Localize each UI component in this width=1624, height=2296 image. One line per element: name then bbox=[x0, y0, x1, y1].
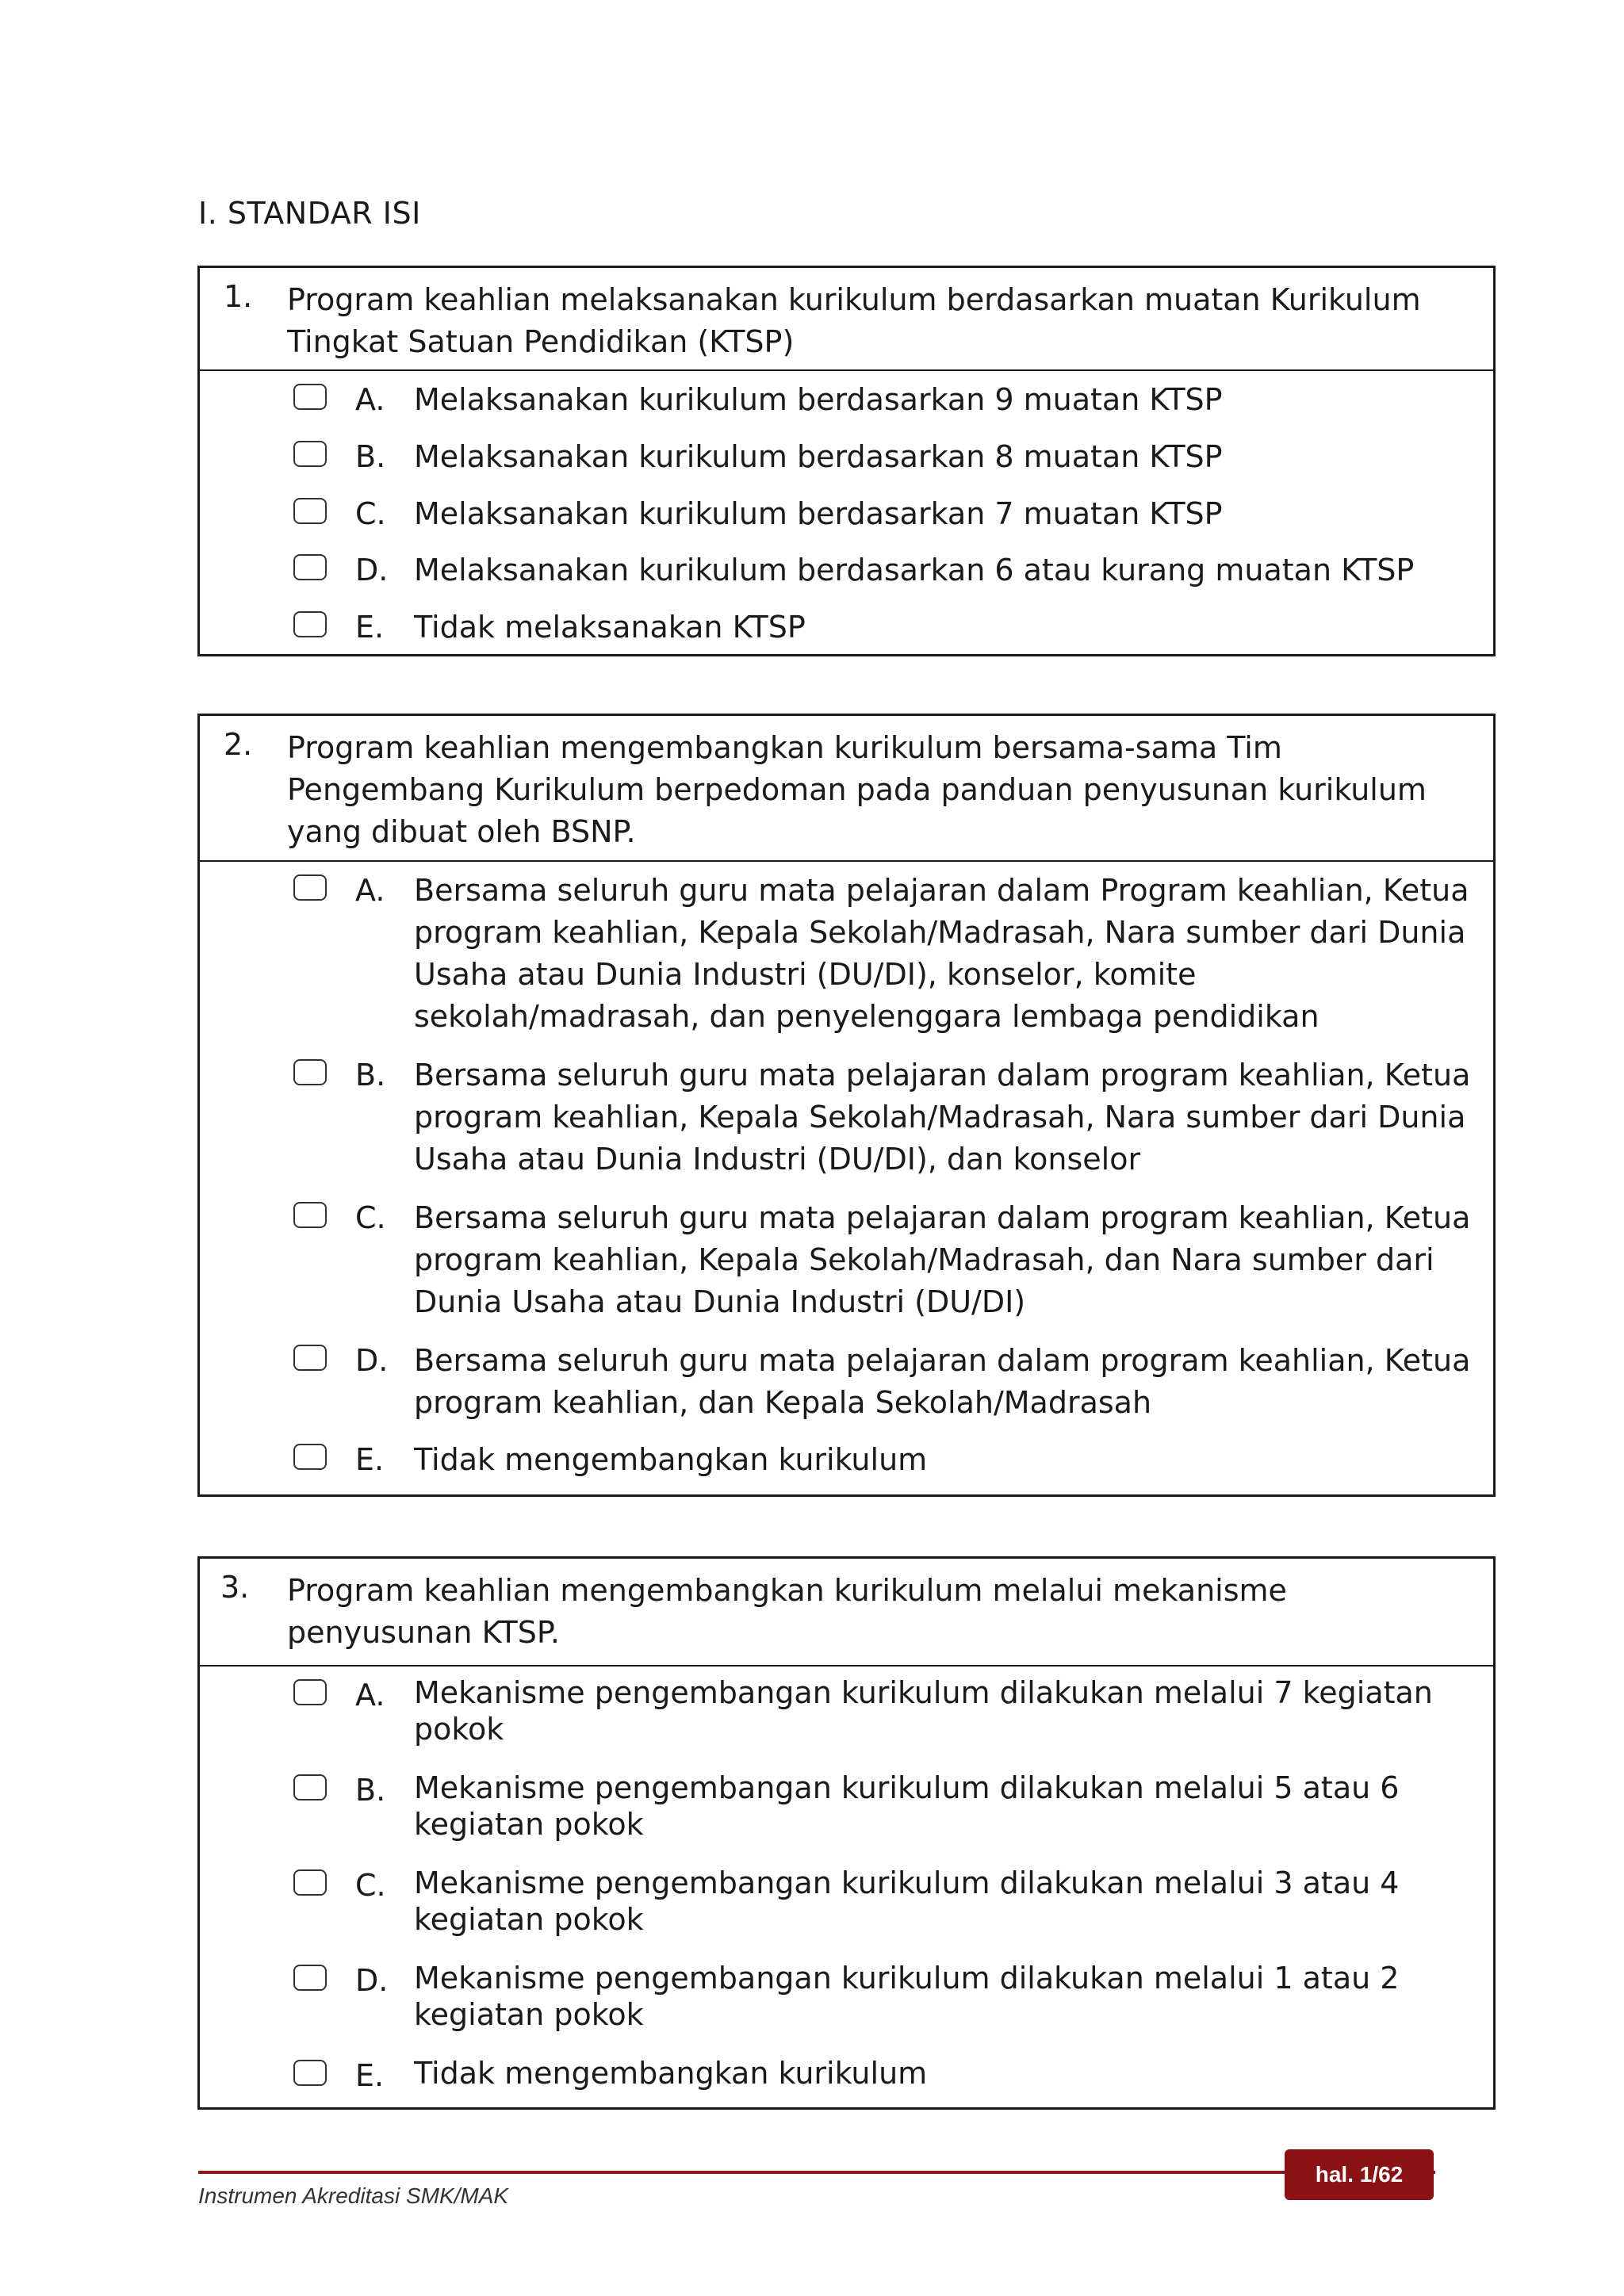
question-header bbox=[200, 716, 1493, 862]
option-text: Mekanisme pengembangan kurikulum dilakukan melalui 5 atau 6 kegiatan pokok bbox=[414, 1770, 1400, 1842]
checkbox[interactable] bbox=[293, 1059, 327, 1085]
checkbox[interactable] bbox=[293, 1869, 327, 1896]
checkbox[interactable] bbox=[293, 1202, 327, 1228]
footer-document-name: Instrumen Akreditasi SMK/MAK bbox=[198, 2183, 509, 2208]
option-letter: A. bbox=[355, 1678, 385, 1712]
option-text: Melaksanakan kurikulum berdasarkan 9 muatan KTSP bbox=[414, 382, 1223, 417]
option-text: Tidak mengembangkan kurikulum bbox=[414, 1442, 928, 1477]
question-header bbox=[200, 268, 1493, 371]
option-letter: B. bbox=[355, 1058, 386, 1093]
option-text: Bersama seluruh guru mata pelajaran dalam Program keahlian, Ketua program keahlian, Kepala Sekolah/Madrasah, Nara sumber dari Dunia Usaha atau Dunia Industri (DU/DI), konselor, komite sekolah/madrasah, dan penyelenggara lembaga pendidikan bbox=[414, 873, 1469, 1034]
question-text: Program keahlian melaksanakan kurikulum berdasarkan muatan Kurikulum Tingkat Satuan Pendidikan (KTSP) bbox=[287, 282, 1421, 359]
checkbox[interactable] bbox=[293, 1774, 327, 1800]
section-title: I. STANDAR ISI bbox=[198, 196, 421, 231]
checkbox[interactable] bbox=[293, 498, 327, 524]
option-letter: B. bbox=[355, 1773, 386, 1808]
option-text: Bersama seluruh guru mata pelajaran dalam program keahlian, Ketua program keahlian, Kepala Sekolah/Madrasah, dan Nara sumber dari Dunia Usaha atau Dunia Industri (DU/DI) bbox=[414, 1200, 1471, 1319]
question-2 bbox=[197, 714, 1496, 1497]
option-letter: D. bbox=[355, 553, 389, 587]
question-number: 3. bbox=[220, 1570, 250, 1605]
option-text: Mekanisme pengembangan kurikulum dilakukan melalui 1 atau 2 kegiatan pokok bbox=[414, 1961, 1400, 2032]
page-number-badge: hal. 1/62 bbox=[1285, 2149, 1434, 2200]
option-text: Bersama seluruh guru mata pelajaran dalam program keahlian, Ketua program keahlian, dan Kepala Sekolah/Madrasah bbox=[414, 1343, 1471, 1420]
option-text: Bersama seluruh guru mata pelajaran dalam program keahlian, Ketua program keahlian, Kepala Sekolah/Madrasah, Nara sumber dari Dunia Usaha atau Dunia Industri (DU/DI), dan konselor bbox=[414, 1058, 1471, 1177]
checkbox[interactable] bbox=[293, 874, 327, 901]
checkbox[interactable] bbox=[293, 1444, 327, 1470]
option-letter: A. bbox=[355, 382, 385, 417]
question-text: Program keahlian mengembangkan kurikulum melalui mekanisme penyusunan KTSP. bbox=[287, 1573, 1287, 1650]
checkbox[interactable] bbox=[293, 2060, 327, 2086]
checkbox[interactable] bbox=[293, 1965, 327, 1991]
option-letter: C. bbox=[355, 1868, 386, 1903]
option-text: Melaksanakan kurikulum berdasarkan 7 muatan KTSP bbox=[414, 496, 1223, 531]
question-number: 2. bbox=[224, 727, 253, 762]
option-letter: E. bbox=[355, 610, 385, 645]
option-text: Melaksanakan kurikulum berdasarkan 6 atau kurang muatan KTSP bbox=[414, 553, 1415, 587]
question-header bbox=[200, 1559, 1493, 1667]
option-text: Tidak mengembangkan kurikulum bbox=[414, 2056, 928, 2091]
question-number: 1. bbox=[224, 279, 253, 314]
option-letter: B. bbox=[355, 439, 386, 474]
option-letter: C. bbox=[355, 496, 386, 531]
option-letter: A. bbox=[355, 873, 385, 908]
question-text: Program keahlian mengembangkan kurikulum bersama-sama Tim Pengembang Kurikulum berpedoman pada panduan penyusunan kurikulum yang dibuat oleh BSNP. bbox=[287, 730, 1427, 849]
option-letter: D. bbox=[355, 1963, 389, 1998]
checkbox[interactable] bbox=[293, 384, 327, 410]
checkbox[interactable] bbox=[293, 1345, 327, 1371]
checkbox[interactable] bbox=[293, 1679, 327, 1705]
question-1 bbox=[197, 266, 1496, 656]
option-text: Mekanisme pengembangan kurikulum dilakukan melalui 7 kegiatan pokok bbox=[414, 1675, 1433, 1747]
checkbox[interactable] bbox=[293, 611, 327, 637]
option-letter: D. bbox=[355, 1343, 389, 1378]
option-text: Mekanisme pengembangan kurikulum dilakukan melalui 3 atau 4 kegiatan pokok bbox=[414, 1866, 1400, 1937]
option-text: Tidak melaksanakan KTSP bbox=[414, 610, 806, 645]
option-letter: E. bbox=[355, 1442, 385, 1477]
checkbox[interactable] bbox=[293, 554, 327, 580]
footer-divider bbox=[198, 2171, 1435, 2174]
option-letter: E. bbox=[355, 2058, 385, 2093]
checkbox[interactable] bbox=[293, 441, 327, 467]
question-3 bbox=[197, 1556, 1496, 2110]
option-text: Melaksanakan kurikulum berdasarkan 8 muatan KTSP bbox=[414, 439, 1223, 474]
option-letter: C. bbox=[355, 1200, 386, 1235]
